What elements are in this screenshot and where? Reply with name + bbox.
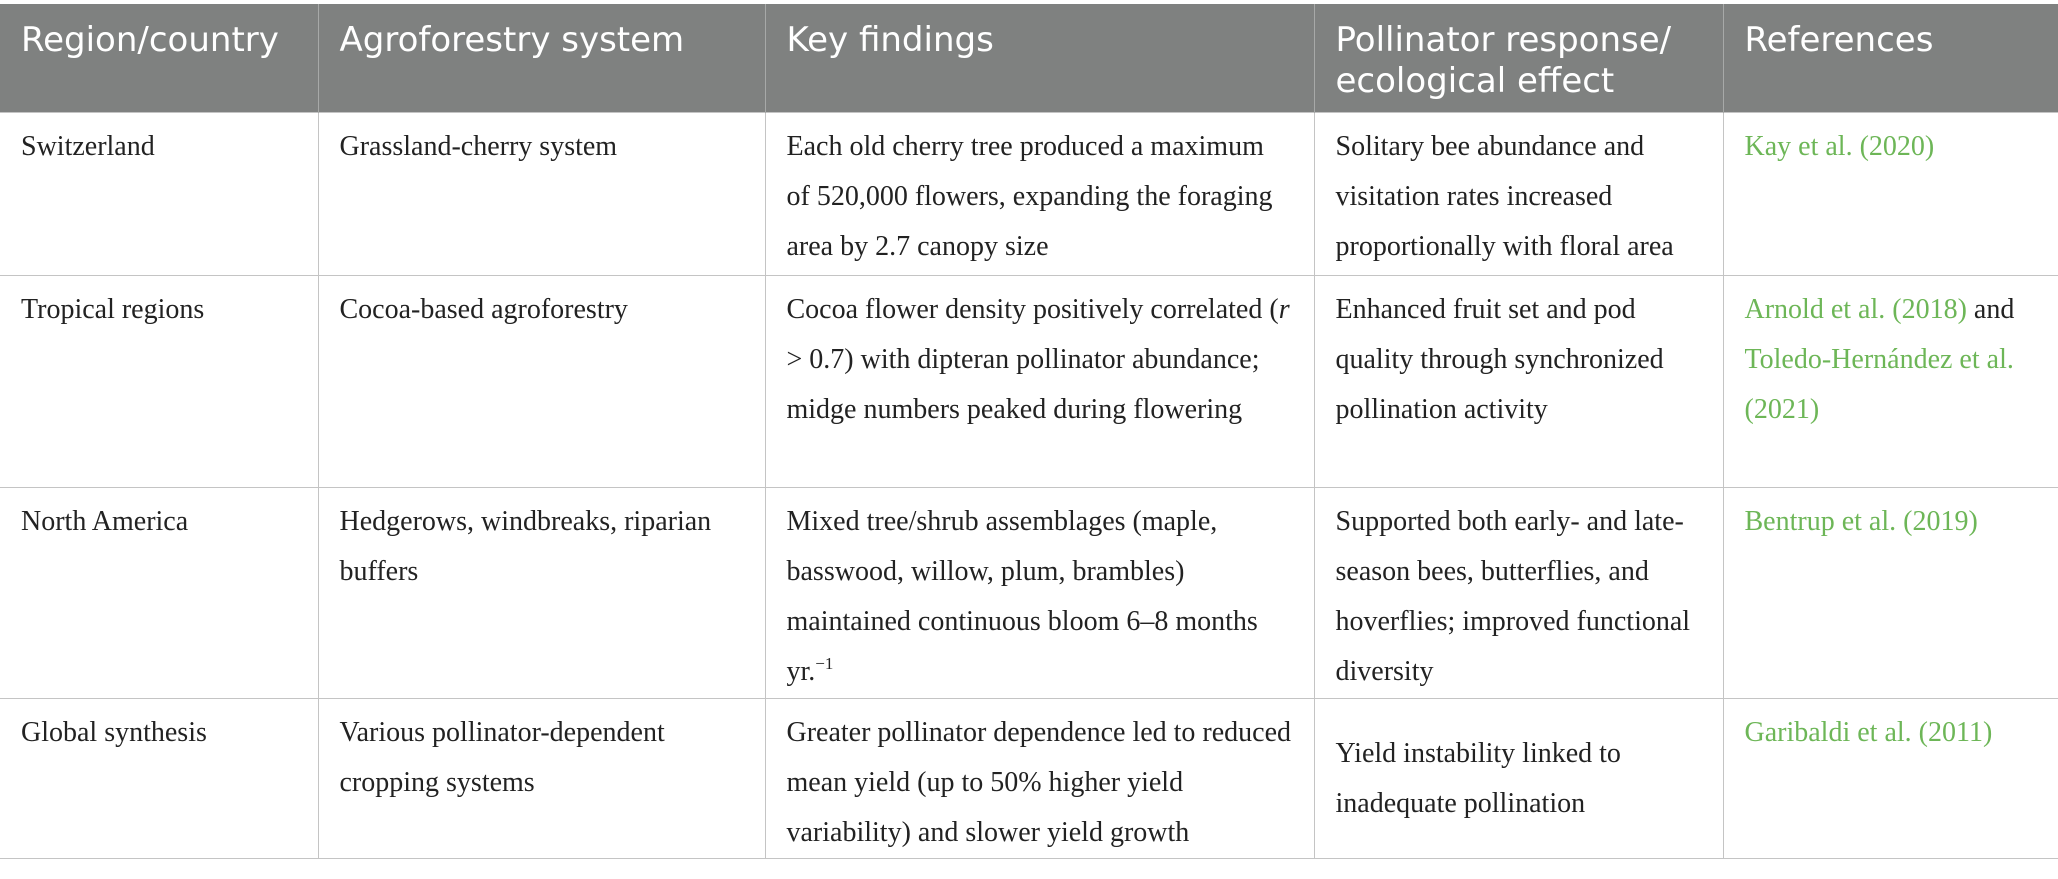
superscript-exponent: −1 [815,654,834,673]
reference-link[interactable]: Bentrup et al. (2019) [1744,506,1978,537]
table-body [0,113,2058,859]
reference-joiner: and [1966,294,2015,325]
cell-region: Global synthesis [0,699,318,859]
cell-response: Solitary bee abundance and visitation rates increased proportionally with floral area [1314,113,1723,276]
table-row [0,113,2058,276]
reference-link[interactable]: Garibaldi et al. (2011) [1744,717,1993,748]
cell-system: Various pollinator-dependent cropping systems [318,699,765,859]
correlation-symbol: r [1278,294,1290,325]
findings-text: Cocoa flower density positively correlated ( [786,294,1279,325]
table-header [0,4,2058,113]
reference-link[interactable]: Kay et al. (2020) [1744,131,1935,162]
findings-text: > 0.7) with dipteran pollinator abundance; midge numbers peaked during flowering [786,344,1260,425]
cell-findings: Each old cherry tree produced a maximum of 520,000 flowers, expanding the foraging area by 2.7 canopy size [765,113,1314,276]
reference-link[interactable]: Arnold et al. (2018) [1744,294,1967,325]
cell-findings: Greater pollinator dependence led to reduced mean yield (up to 50% higher yield variability) and slower yield growth [765,699,1314,859]
findings-text: Mixed tree/shrub assemblages (maple, basswood, willow, plum, brambles) maintained continuous bloom 6–8 months yr. [786,506,1258,687]
header-pollinator-response: Pollinator response/ ecological effect [1314,4,1723,113]
table-row [0,699,2058,859]
header-agroforestry-system: Agroforestry system [318,4,765,113]
cell-response: Enhanced fruit set and pod quality through synchronized pollination activity [1314,276,1723,488]
cell-references [1723,699,2058,859]
cell-references [1723,113,2058,276]
header-references: References [1723,4,2058,113]
table-row [0,488,2058,699]
cell-system: Hedgerows, windbreaks, riparian buffers [318,488,765,699]
cell-response: Yield instability linked to inadequate pollination [1314,699,1723,859]
cell-references [1723,276,2058,488]
cell-response: Supported both early- and late-season bees, butterflies, and hoverflies; improved functional diversity [1314,488,1723,699]
header-row [0,4,2058,113]
cell-system: Cocoa-based agroforestry [318,276,765,488]
header-region: Region/country [0,4,318,113]
header-key-findings: Key findings [765,4,1314,113]
cell-region: Switzerland [0,113,318,276]
reference-link[interactable]: Toledo-Hernández et al. (2021) [1744,344,2014,425]
cell-findings [765,488,1314,699]
data-table [0,4,2058,859]
cell-region: Tropical regions [0,276,318,488]
cell-references [1723,488,2058,699]
cell-region: North America [0,488,318,699]
cell-system: Grassland-cherry system [318,113,765,276]
table-row [0,276,2058,488]
cell-findings [765,276,1314,488]
